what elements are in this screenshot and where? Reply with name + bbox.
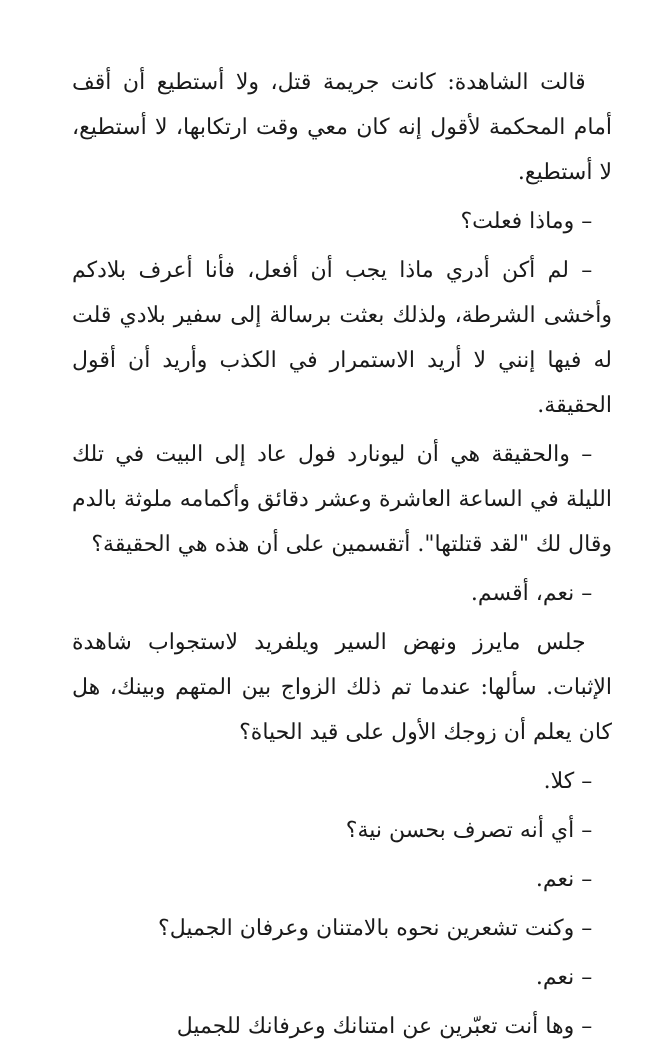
- paragraph-question-good-faith: – أي أنه تصرف بحسن نية؟: [345, 818, 593, 843]
- paragraph-cross-examination: جلس مايرز ونهض السير ويلفريد لاستجواب شاهدة الإثبات. سألها: عندما تم ذلك الزواج بين المتهم وبينك، هل كان يعلم أن زوجك الأول على قيد الحياة؟: [72, 630, 612, 745]
- paragraph-truth-question: – والحقيقة هي أن ليونارد فول عاد إلى البيت في تلك الليلة في الساعة العاشرة وعشر دقائق وأكمامه ملوثة بالدم وقال لك "لقد قتلتها". أتقسمين على أن هذه هي الحقيقة؟: [72, 442, 612, 557]
- paragraph-answer-yes-1: – نعم.: [535, 867, 593, 892]
- paragraph-answer-i-swear: – نعم، أقسم.: [470, 581, 593, 606]
- document-page: [72, 60, 612, 1049]
- paragraph-witness-statement: قالت الشاهدة: كانت جريمة قتل، ولا أستطيع أن أقف أمام المحكمة لأقول إنه كان معي وقت ارتكابها، لا أستطيع، لا أستطيع.: [72, 70, 612, 185]
- paragraph-question-what-did-you-do: – وماذا فعلت؟: [460, 209, 593, 234]
- paragraph-answer-yes-2: – نعم.: [535, 965, 593, 990]
- paragraph-answer-no: – كلا.: [543, 769, 593, 794]
- paragraph-question-gratitude: – وكنت تشعرين نحوه بالامتنان وعرفان الجميل؟: [158, 916, 593, 941]
- paragraph-answer-letter-to-ambassador: – لم أكن أدري ماذا يجب أن أفعل، فأنا أعرف بلادكم وأخشى الشرطة، ولذلك بعثت برسالة إلى سفير بلادي قلت له فيها إنني لا أريد الاستمرار في الكذب وأريد أن أقول الحقيقة.: [72, 258, 612, 418]
- paragraph-expressing-gratitude: – وها أنت تعبّرين عن امتنانك وعرفانك للجميل: [176, 1014, 593, 1039]
